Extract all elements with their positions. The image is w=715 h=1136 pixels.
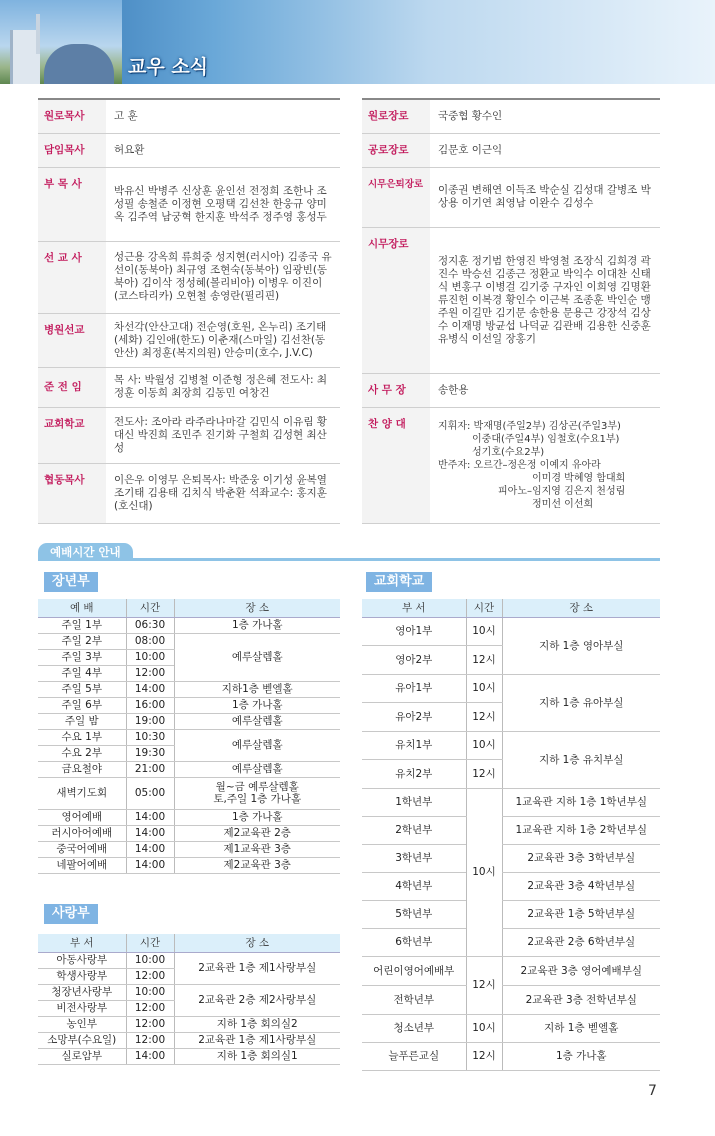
staff-table-left bbox=[38, 98, 340, 524]
staff-label: 준 전 임 bbox=[38, 367, 106, 407]
staff-value: 고 훈 bbox=[106, 99, 340, 133]
dept-time: 12:00 bbox=[126, 1016, 174, 1032]
dept-name: 청소년부 bbox=[362, 1014, 466, 1042]
staff-value: 목 사: 박월성 김병철 이준형 정은혜 전도사: 최정훈 이동희 최장희 김동민 여창건 bbox=[106, 367, 340, 407]
service-place: 1층 가나홀 bbox=[174, 617, 340, 633]
staff-value: 전도사: 조아라 라주라나마갈 김민식 이유림 황대신 박진희 조민주 진기화 구철희 김성현 최산성 bbox=[106, 407, 340, 463]
service-time: 19:30 bbox=[126, 745, 174, 761]
staff-value: 박유신 박병주 신상훈 윤인선 전정희 조한나 조성필 송철준 이정현 오평택 김선찬 한웅규 양미옥 김주역 남궁혁 한지훈 박석주 정주영 홍성두 bbox=[106, 167, 340, 241]
staff-label: 병원선교 bbox=[38, 313, 106, 367]
staff-value: 성근용 강옥희 류희중 성지현(러시아) 김종국 유선이(동북아) 최규영 조현숙(동북아) 임광빈(동북아) 김이삭 정성혜(볼리비아) 이병우 이진이(코스타리카) 오현철 송영란(필리핀) bbox=[106, 241, 340, 313]
staff-label: 선 교 사 bbox=[38, 241, 106, 313]
dept-name: 유치2부 bbox=[362, 759, 466, 788]
staff-label: 사 무 장 bbox=[362, 373, 430, 407]
column-header: 부 서 bbox=[362, 599, 466, 617]
dept-name: 6학년부 bbox=[362, 928, 466, 956]
service-place: 예루살렘홀 bbox=[174, 713, 340, 729]
staff-table-right bbox=[362, 98, 660, 524]
dept-name: 비전사랑부 bbox=[38, 1000, 126, 1016]
choir-line: 이미경 박혜영 함대희 bbox=[532, 472, 626, 484]
dept-time: 12시 bbox=[466, 1042, 502, 1070]
column-header: 장 소 bbox=[174, 934, 340, 952]
dept-name: 유치1부 bbox=[362, 731, 466, 759]
dept-name: 소망부(수요일) bbox=[38, 1032, 126, 1048]
staff-label: 공로장로 bbox=[362, 133, 430, 167]
choir-line: 정미선 이선희 bbox=[532, 498, 594, 510]
service-name: 수요 1부 bbox=[38, 729, 126, 745]
dept-name: 청장년사랑부 bbox=[38, 984, 126, 1000]
dept-place: 1교육관 지하 1층 2학년부실 bbox=[502, 816, 660, 844]
dept-name: 아동사랑부 bbox=[38, 952, 126, 968]
dept-time: 12:00 bbox=[126, 968, 174, 984]
dept-time: 12시 bbox=[466, 759, 502, 788]
dept-place: 2교육관 1층 제1사랑부실 bbox=[174, 952, 340, 984]
dept-place: 2교육관 3층 영어예배부실 bbox=[502, 956, 660, 985]
dept-name: 영아2부 bbox=[362, 645, 466, 674]
church-building-photo bbox=[0, 0, 122, 84]
staff-label: 부 목 사 bbox=[38, 167, 106, 241]
school-schedule-table bbox=[362, 599, 660, 1071]
column-header: 시간 bbox=[126, 934, 174, 952]
choir-line: 지휘자: 박재명(주일2부) 김상곤(주일3부) bbox=[438, 420, 621, 432]
dawn-place-line: 토,주일 1층 가나홀 bbox=[213, 793, 302, 805]
dept-place: 2교육관 1층 제1사랑부실 bbox=[174, 1032, 340, 1048]
dept-name: 영아1부 bbox=[362, 617, 466, 645]
service-place: 제1교육관 3층 bbox=[174, 841, 340, 857]
dept-time: 12시 bbox=[466, 645, 502, 674]
service-name: 주일 밤 bbox=[38, 713, 126, 729]
dept-time: 14:00 bbox=[126, 1048, 174, 1064]
dept-time: 10시 bbox=[466, 617, 502, 645]
service-time: 16:00 bbox=[126, 697, 174, 713]
service-name: 중국어예배 bbox=[38, 841, 126, 857]
staff-value: 허요환 bbox=[106, 133, 340, 167]
service-place: 제2교육관 2층 bbox=[174, 825, 340, 841]
column-header: 시간 bbox=[126, 599, 174, 617]
choir-line: 피아노–임지영 김은지 천성림 bbox=[498, 485, 626, 497]
dept-name: 유아2부 bbox=[362, 702, 466, 731]
dept-place: 2교육관 2층 6학년부실 bbox=[502, 928, 660, 956]
service-name: 주일 2부 bbox=[38, 633, 126, 649]
dept-place: 1교육관 지하 1층 1학년부실 bbox=[502, 788, 660, 816]
dept-place: 2교육관 3층 3학년부실 bbox=[502, 844, 660, 872]
service-time: 14:00 bbox=[126, 809, 174, 825]
dept-place: 지하 1층 유치부실 bbox=[502, 731, 660, 788]
service-time: 21:00 bbox=[126, 761, 174, 777]
dept-time: 12:00 bbox=[126, 1000, 174, 1016]
staff-label: 시무은퇴장로 bbox=[362, 167, 430, 227]
staff-label: 시무장로 bbox=[362, 227, 430, 373]
dept-place: 2교육관 3층 전학년부실 bbox=[502, 985, 660, 1014]
dept-name: 실로암부 bbox=[38, 1048, 126, 1064]
staff-value: 차선각(안산고대) 전순영(호원, 온누리) 조기태(세화) 김인애(한도) 이춘재(스마일) 김선찬(동안산) 최정훈(복지의원) 안승미(호수, J.V.C) bbox=[106, 313, 340, 367]
service-time: 10:30 bbox=[126, 729, 174, 745]
dept-time: 10:00 bbox=[126, 952, 174, 968]
love-division-title: 사랑부 bbox=[44, 904, 98, 924]
service-time: 14:00 bbox=[126, 857, 174, 873]
service-place: 예루살렘홀 bbox=[174, 761, 340, 777]
dept-name: 1학년부 bbox=[362, 788, 466, 816]
service-name: 주일 6부 bbox=[38, 697, 126, 713]
dept-name: 유아1부 bbox=[362, 674, 466, 702]
staff-label: 담임목사 bbox=[38, 133, 106, 167]
dept-time: 10:00 bbox=[126, 984, 174, 1000]
service-time: 19:00 bbox=[126, 713, 174, 729]
dept-name: 3학년부 bbox=[362, 844, 466, 872]
staff-value: 송한용 bbox=[430, 373, 660, 407]
worship-section-title: 예배시간 안내 bbox=[38, 543, 133, 561]
dept-place: 지하 1층 회의실2 bbox=[174, 1016, 340, 1032]
service-time: 14:00 bbox=[126, 841, 174, 857]
service-name: 주일 3부 bbox=[38, 649, 126, 665]
dept-place: 2교육관 1층 5학년부실 bbox=[502, 900, 660, 928]
staff-label: 협동목사 bbox=[38, 463, 106, 523]
service-name: 러시아어예배 bbox=[38, 825, 126, 841]
staff-value: 이종권 변해연 이득조 박순실 김성대 갈병조 박상용 이기연 최영남 이완수 김성수 bbox=[430, 167, 660, 227]
dept-time: 12시 bbox=[466, 956, 502, 1014]
service-time: 06:30 bbox=[126, 617, 174, 633]
adult-schedule-table bbox=[38, 599, 340, 874]
dept-name: 농인부 bbox=[38, 1016, 126, 1032]
service-name: 주일 4부 bbox=[38, 665, 126, 681]
column-header: 장 소 bbox=[174, 599, 340, 617]
dept-name: 5학년부 bbox=[362, 900, 466, 928]
service-time: 14:00 bbox=[126, 825, 174, 841]
dept-time: 10시 bbox=[466, 788, 502, 956]
dept-name: 전학년부 bbox=[362, 985, 466, 1014]
dept-time: 10시 bbox=[466, 674, 502, 702]
dept-place: 2교육관 3층 4학년부실 bbox=[502, 872, 660, 900]
love-schedule-table bbox=[38, 934, 340, 1065]
dept-place: 지하 1층 유아부실 bbox=[502, 674, 660, 731]
service-name: 주일 1부 bbox=[38, 617, 126, 633]
dept-time: 10시 bbox=[466, 731, 502, 759]
service-name: 수요 2부 bbox=[38, 745, 126, 761]
service-name: 네팔어예배 bbox=[38, 857, 126, 873]
service-place: 지하1층 벧엘홀 bbox=[174, 681, 340, 697]
dept-name: 늘푸른교실 bbox=[362, 1042, 466, 1070]
dept-name: 학생사랑부 bbox=[38, 968, 126, 984]
staff-value: 국중협 황수인 bbox=[430, 99, 660, 133]
dept-place: 지하 1층 회의실1 bbox=[174, 1048, 340, 1064]
page-number: 7 bbox=[648, 1083, 657, 1099]
dept-place: 2교육관 2층 제2사랑부실 bbox=[174, 984, 340, 1016]
staff-value: 김문호 이근익 bbox=[430, 133, 660, 167]
service-name: 영어예배 bbox=[38, 809, 126, 825]
dept-place: 지하 1층 벧엘홀 bbox=[502, 1014, 660, 1042]
service-name: 금요철야 bbox=[38, 761, 126, 777]
dept-name: 2학년부 bbox=[362, 816, 466, 844]
dept-time: 12:00 bbox=[126, 1032, 174, 1048]
dept-place: 지하 1층 영아부실 bbox=[502, 617, 660, 674]
choir-line: 반주자: 오르간–정은정 이예지 유아라 bbox=[438, 459, 601, 471]
service-place: 제2교육관 3층 bbox=[174, 857, 340, 873]
service-place: 1층 가나홀 bbox=[174, 809, 340, 825]
service-time: 10:00 bbox=[126, 649, 174, 665]
dept-name: 어린이영어예배부 bbox=[362, 956, 466, 985]
column-header: 시간 bbox=[466, 599, 502, 617]
dept-name: 4학년부 bbox=[362, 872, 466, 900]
service-place: 예루살렘홀 bbox=[174, 729, 340, 761]
service-time: 08:00 bbox=[126, 633, 174, 649]
choir-line: 성기호(수요2부) bbox=[472, 446, 545, 458]
service-place: 예루살렘홀 bbox=[174, 633, 340, 681]
staff-value: 정지훈 정기범 한영진 박영철 조장식 김희경 곽진수 박승선 김종근 정환교 박익수 이대찬 신태식 변홍구 이병걸 김기중 구자인 이희영 김명환 류진헌 이복경 황인수 이근복 조종훈 박인순 맹주원 이길만 김기문 송한용 문용근 강장석 김상수 이재명 방균섭 나덕균 김관배 김용한 신중훈 유병식 이선일 장홍기 bbox=[430, 227, 660, 373]
adult-division-title: 장년부 bbox=[44, 572, 98, 592]
staff-label: 찬 양 대 bbox=[362, 407, 430, 523]
column-header: 부 서 bbox=[38, 934, 126, 952]
dept-time: 10시 bbox=[466, 1014, 502, 1042]
school-division-title: 교회학교 bbox=[366, 572, 432, 592]
dept-place: 1층 가나홀 bbox=[502, 1042, 660, 1070]
service-time: 14:00 bbox=[126, 681, 174, 697]
service-time: 12:00 bbox=[126, 665, 174, 681]
service-time: 05:00 bbox=[126, 777, 174, 809]
staff-label: 원로목사 bbox=[38, 99, 106, 133]
service-name: 주일 5부 bbox=[38, 681, 126, 697]
dawn-place-line: 월~금 예루살렘홀 bbox=[215, 781, 299, 793]
column-header: 예 배 bbox=[38, 599, 126, 617]
service-place-dawn bbox=[174, 777, 340, 809]
section-title-news: 교우 소식 bbox=[128, 56, 209, 78]
staff-value: 이은우 이영무 은퇴목사: 박준웅 이기성 윤복열 조기태 김용태 김치식 박춘환 석좌교수: 홍지훈(호신대) bbox=[106, 463, 340, 523]
staff-label: 교회학교 bbox=[38, 407, 106, 463]
staff-label: 원로장로 bbox=[362, 99, 430, 133]
service-place: 1층 가나홀 bbox=[174, 697, 340, 713]
dept-time: 12시 bbox=[466, 702, 502, 731]
header-banner bbox=[0, 0, 715, 84]
service-name: 새벽기도회 bbox=[38, 777, 126, 809]
choir-line: 이중대(주일4부) 임철호(수요1부) bbox=[472, 433, 620, 445]
worship-section-header bbox=[38, 543, 660, 561]
column-header: 장 소 bbox=[502, 599, 660, 617]
choir-list bbox=[430, 407, 660, 523]
